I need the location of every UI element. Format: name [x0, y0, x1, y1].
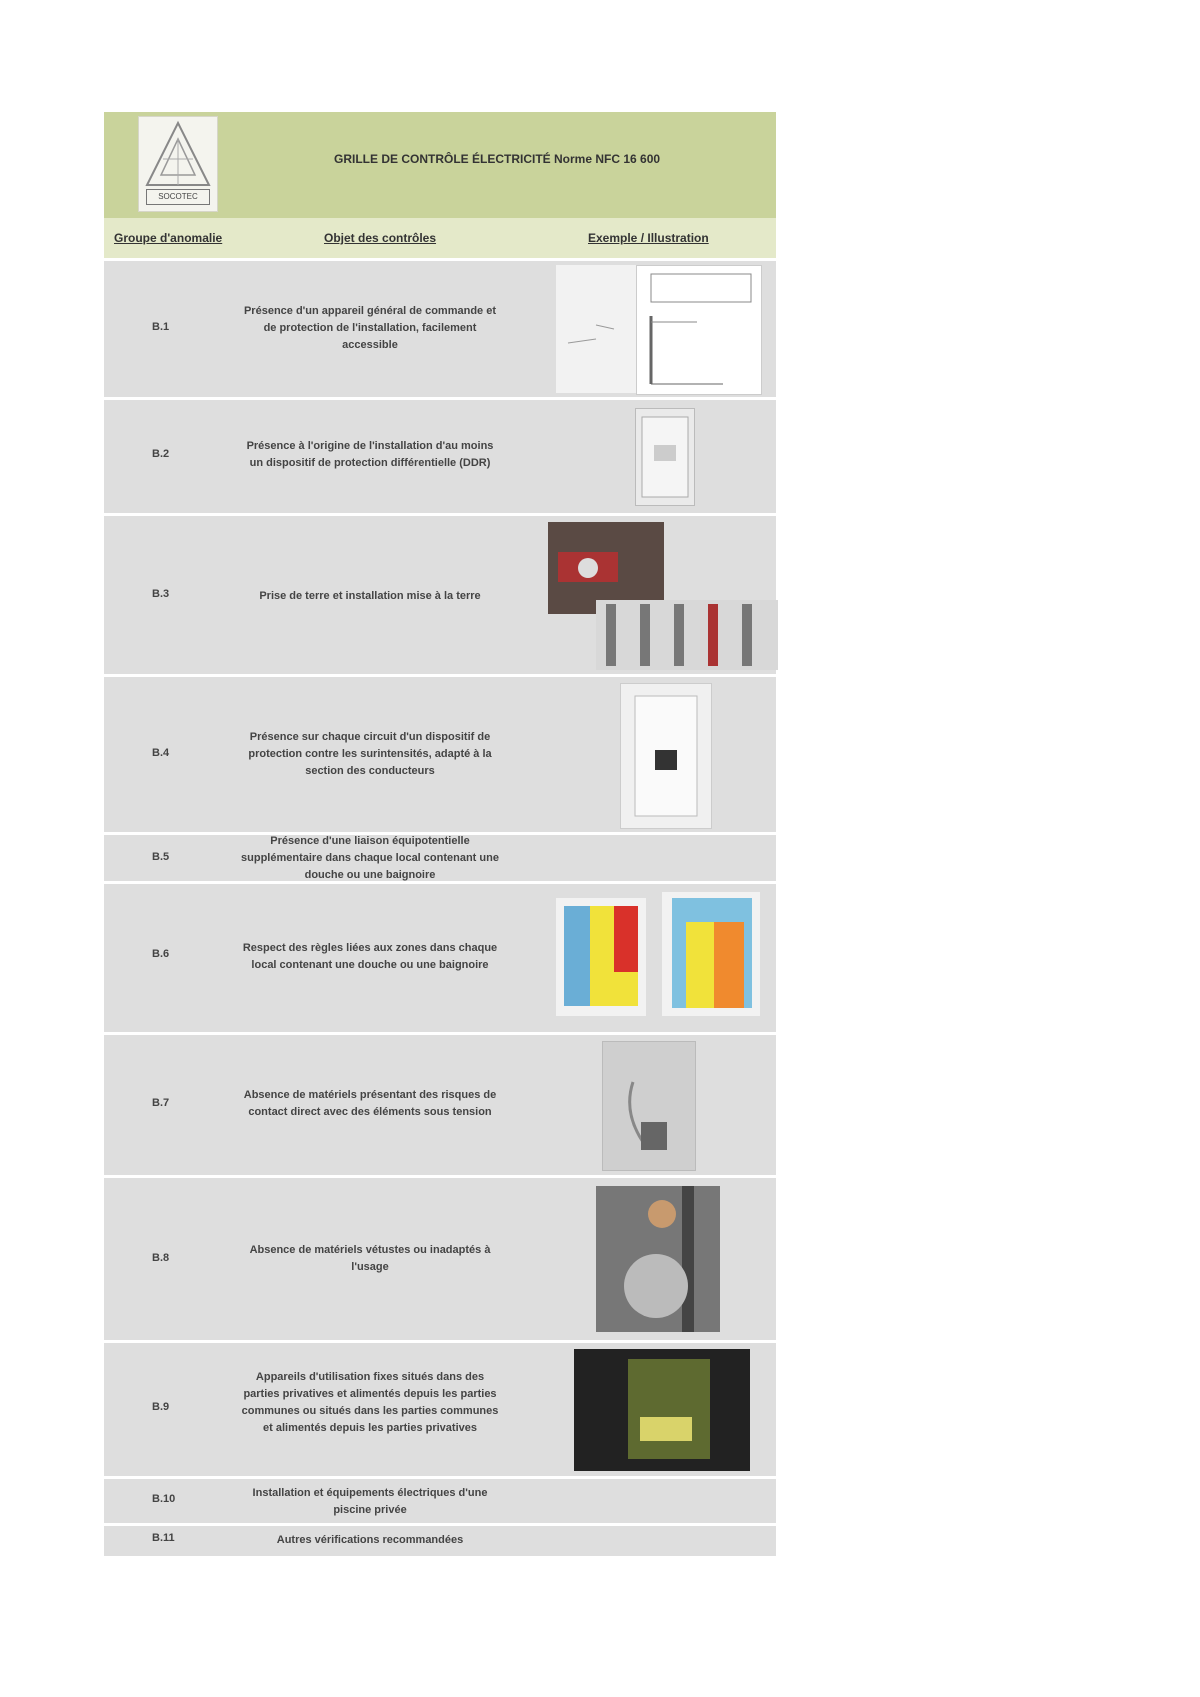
row-description: Présence d'un appareil général de commande et de protection de l'installation, facilement accessible — [243, 305, 497, 351]
exposed-wires-icon — [603, 1042, 695, 1170]
bathroom-zones-image-1 — [556, 898, 646, 1016]
control-grid-sheet — [104, 112, 776, 1556]
light-fixture-icon — [574, 1349, 750, 1471]
table-row — [104, 1340, 776, 1476]
company-logo — [138, 116, 218, 212]
table-row — [104, 881, 776, 1032]
row-code: B.9 — [152, 1401, 170, 1413]
bathroom-zones-icon — [662, 892, 760, 1016]
circuit-breaker-image — [620, 683, 712, 829]
circuit-breaker-icon — [621, 684, 711, 828]
row-description: Absence de matériels vétustes ou inadaptés à l'usage — [249, 1244, 491, 1273]
row-code: B.2 — [152, 448, 170, 460]
row-description: Installation et équipements électriques d'une piscine privée — [252, 1487, 488, 1516]
row-code: B.7 — [152, 1097, 170, 1109]
old-fuse-icon — [596, 1186, 720, 1332]
ddr-breaker-image — [635, 408, 695, 506]
row-description: Autres vérifications recommandées — [276, 1534, 464, 1546]
table-row — [104, 1523, 776, 1556]
table-row — [104, 832, 776, 881]
column-header-object: Objet des contrôles — [324, 231, 437, 245]
light-fixture-image — [574, 1349, 750, 1471]
row-code: B.1 — [152, 321, 170, 333]
table-row — [104, 1476, 776, 1523]
earth-bar-image — [596, 600, 778, 670]
exposed-wires-image — [602, 1041, 696, 1171]
column-header-group: Groupe d'anomalie — [114, 231, 223, 245]
old-fuse-image — [596, 1186, 720, 1332]
row-code: B.11 — [152, 1532, 175, 1544]
column-headers — [104, 218, 776, 258]
logo-text: SOCOTEC — [146, 189, 210, 205]
table-row — [104, 258, 776, 397]
row-description: Respect des règles liées aux zones dans chaque local contenant une douche ou une baignoire — [242, 942, 498, 971]
wiring-sketch-icon — [556, 265, 636, 393]
row-description: Présence d'une liaison équipotentielle supplémentaire dans chaque local contenant une douche ou une baignoire — [241, 835, 499, 881]
table-row — [104, 674, 776, 832]
table-row — [104, 513, 776, 674]
row-code: B.10 — [152, 1493, 176, 1505]
wiring-sketch-image — [556, 265, 636, 393]
triangle-logo-icon — [143, 119, 213, 189]
row-code: B.6 — [152, 948, 170, 960]
row-description: Présence à l'origine de l'installation d'au moins un dispositif de protection différentielle (DDR) — [246, 440, 494, 469]
table-row — [104, 1032, 776, 1175]
row-code: B.5 — [152, 851, 170, 863]
bathroom-zones-icon — [556, 898, 646, 1016]
panel-diagram-image — [636, 265, 762, 395]
row-code: B.3 — [152, 588, 170, 600]
table-row — [104, 397, 776, 513]
panel-diagram-icon — [637, 266, 761, 394]
breaker-icon — [636, 409, 694, 505]
row-description: Absence de matériels présentant des risques de contact direct avec des éléments sous tension — [243, 1089, 497, 1118]
page-title: GRILLE DE CONTRÔLE ÉLECTRICITÉ Norme NFC 16 600 — [334, 152, 661, 166]
sheet-header — [104, 112, 776, 218]
row-code: B.8 — [152, 1252, 170, 1264]
bathroom-zones-image-2 — [662, 892, 760, 1016]
row-description: Prise de terre et installation mise à la terre — [259, 590, 481, 602]
row-description: Appareils d'utilisation fixes situés dans des parties privatives et alimentés depuis les parties communes ou situés dans les parties communes et alimentés depuis les parties privatives — [241, 1371, 499, 1434]
column-header-example: Exemple / Illustration — [588, 231, 709, 245]
row-code: B.4 — [152, 747, 170, 759]
table-row — [104, 1175, 776, 1340]
row-description: Présence sur chaque circuit d'un dispositif de protection contre les surintensités, adapté à la section des conducteurs — [248, 731, 492, 777]
earth-bar-icon — [596, 600, 778, 670]
